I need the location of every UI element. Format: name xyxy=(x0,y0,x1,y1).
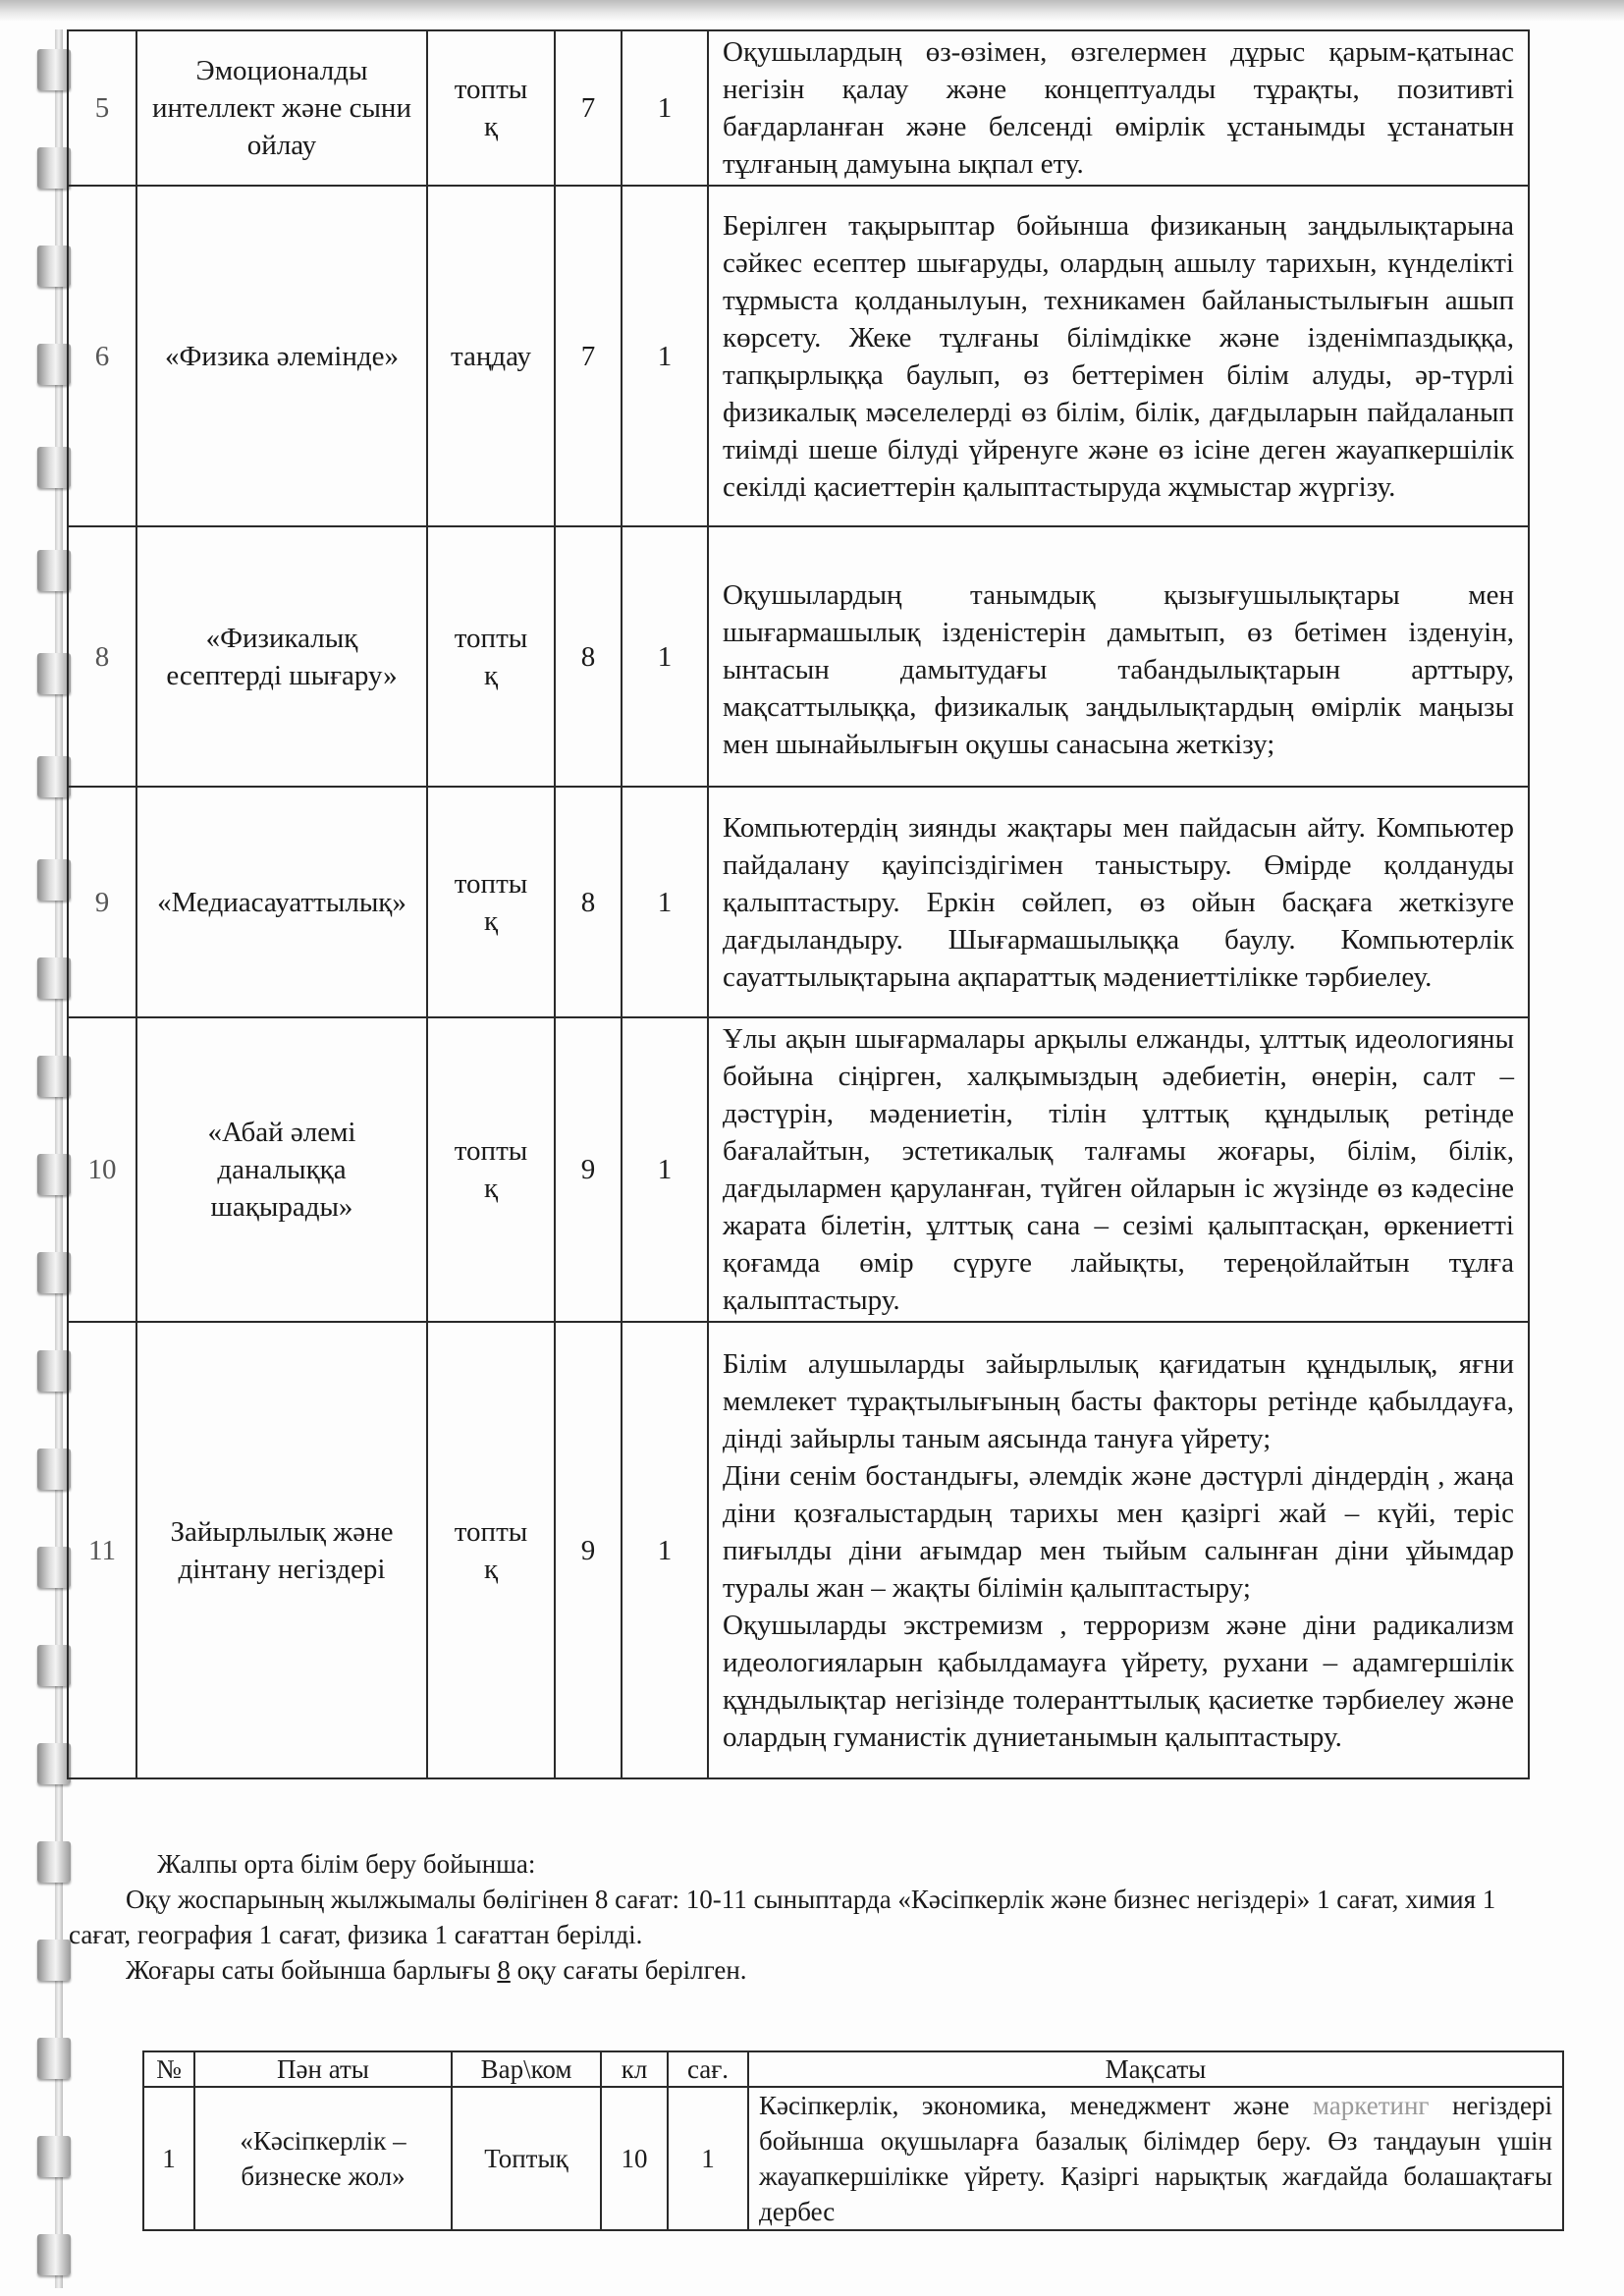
subject-name: «Абай әлемі даналыққа шақырады» xyxy=(136,1017,427,1322)
row-number: 6 xyxy=(68,186,136,526)
type-line: топты xyxy=(454,622,528,654)
type-line: қ xyxy=(483,904,499,937)
general-secondary-table xyxy=(142,2050,1564,2231)
grade: 10 xyxy=(601,2087,668,2230)
binding-ring-icon xyxy=(37,344,71,385)
row-number: 11 xyxy=(68,1322,136,1778)
goal-paragraph: Оқушыларды экстремизм , терроризм және діни радикализм идеологияларын қабылдамауға үйрету, рухани – адамгершілік құндылықтар негізінде толеранттылық қасиетке тәрбиелеу және олардың гуманистік дүниетанымын қалыптастыру. xyxy=(723,1609,1514,1753)
header-num: № xyxy=(143,2051,194,2087)
binding-ring-icon xyxy=(37,1940,71,1981)
binding-ring-icon xyxy=(37,1056,71,1097)
subject-name: Зайырлылық және дінтану негіздері xyxy=(136,1322,427,1778)
binding-ring-icon xyxy=(37,1350,71,1392)
subject-name: «Физика әлемінде» xyxy=(136,186,427,526)
grade: 7 xyxy=(555,30,622,186)
notes-section xyxy=(69,1846,1561,1988)
hours: 1 xyxy=(622,186,708,526)
hours: 1 xyxy=(622,30,708,186)
hours: 1 xyxy=(622,526,708,787)
subject-type xyxy=(427,30,555,186)
total-hours-value: 8 xyxy=(497,1955,511,1985)
hours: 1 xyxy=(622,1322,708,1778)
header-hours: сағ. xyxy=(668,2051,748,2087)
header-type: Вар\ком xyxy=(452,2051,601,2087)
subject-type: Топтық xyxy=(452,2087,601,2230)
goal-text xyxy=(708,1322,1529,1778)
goal-text: Берілген тақырыптар бойынша физиканың заңдылықтарына сәйкес есептер шығаруды, олардың ашылу тарихын, күнделікті тұрмыста қолданылуын, техникамен байланыстылығын ашып көрсету. Жеке тұлғаны білімдікке және ізденімпаздыққа, тапқырлыққа баулып, өз беттерімен білім алуды, әр-түрлі физикалық мәселелерді өз білім, білік, дағдыларын пайдаланып тиімді шеше білуді үйренуге және өз ісіне деген жауапкершілік секілді қасиеттерін қалыптастыруда жұмыстар жүргізу. xyxy=(708,186,1529,526)
type-line: топты xyxy=(454,74,528,105)
goal-text: Оқушылардың өз-өзімен, өзгелермен дұрыс қарым-қатынас негізін қалау және концептуалды тұрақты, позитивті бағдарланған және белсенді өмірлік ұстанымды ұстанатын тұлғаның дамуына ықпал ету. xyxy=(708,30,1529,186)
goal-text: Ұлы ақын шығармалары арқылы елжанды, ұлттық идеологияны бойына сіңірген, халқымыздың әдебиетін, өнерін, салт – дәстүрін, мәдениетін, тілін ұлттық құндылық ретінде бағалайтын, эстетикалық талғамы жоғары, білім, білік, дағдылармен қаруланған, түйген ойларын іс жүзінде өз кәдесіне жарата білетін, ұлттық сана – сезімі қалыптасқан, өркениетті қоғамда өмір сүруге лайықты, тереңойлайтын тұлға қалыптастыру. xyxy=(708,1017,1529,1322)
goal-paragraph: Діни сенім бостандығы, әлемдік және дәстүрлі діндердің , жаңа діни қозғалыстардың тарихы мен қазіргі жай – күйі, теріс пиғылды діни ағымдар мен тыйым салынған діни ұйымдар туралы жан – жақты білімін қалыптастыру; xyxy=(723,1459,1514,1604)
table-row xyxy=(68,30,1529,186)
binding-ring-icon xyxy=(37,147,71,189)
grade: 7 xyxy=(555,186,622,526)
row-number: 5 xyxy=(68,30,136,186)
subject-name: «Физикалық есептерді шығару» xyxy=(136,526,427,787)
binding-ring-icon xyxy=(37,1841,71,1883)
binding-ring-icon xyxy=(37,653,71,694)
type-line: топты xyxy=(454,1135,528,1167)
notes-paragraph: Оқу жоспарының жылжымалы бөлігінен 8 сағат: 10-11 сыныптарда «Кәсіпкерлік және бизнес негіздері» 1 сағат, химия 1 сағат, география 1 сағат, физика 1 сағаттан берілді. xyxy=(69,1885,1496,1949)
binding-ring-icon xyxy=(37,1743,71,1784)
table-header-row xyxy=(143,2051,1563,2087)
binding-ring-icon xyxy=(37,1645,71,1686)
binding-ring-icon xyxy=(37,49,71,90)
binding-ring-icon xyxy=(37,1154,71,1195)
table-row xyxy=(68,186,1529,526)
goal-segment: маркетинг xyxy=(1312,2091,1430,2120)
subject-name: «Кәсіпкерлік – бизнеске жол» xyxy=(194,2087,452,2230)
type-line: топты xyxy=(454,867,528,900)
goal-paragraph: Білім алушыларды зайырлылық қағидатын құндылық, яғни мемлекет тұрақтылығының басты факторы ретінде қабылдауға, дінді зайырлы таным аясында тануға үйрету; xyxy=(723,1347,1514,1454)
binding-ring-icon xyxy=(37,447,71,488)
hours: 1 xyxy=(622,787,708,1017)
table-row xyxy=(68,1322,1529,1778)
binding-ring-icon xyxy=(37,1252,71,1293)
subject-type xyxy=(427,787,555,1017)
summary-text: оқу сағаты берілген. xyxy=(510,1955,747,1985)
row-number: 1 xyxy=(143,2087,194,2230)
table-row xyxy=(68,1017,1529,1322)
header-name: Пән аты xyxy=(194,2051,452,2087)
binding-ring-icon xyxy=(37,1547,71,1588)
binding-ring-icon xyxy=(37,246,71,287)
goal-text: Компьютердің зиянды жақтары мен пайдасын айту. Компьютер пайдалану қауіпсіздігімен таныстыру. Өмірде қолдануды қалыптастыру. Еркін сөйлеп, өз ойын басқаға жеткізуге дағдыландыру. Шығармашылыққа баулу. Компьютерлік сауаттылықтарына ақпараттық мәдениеттілікке тәрбиелеу. xyxy=(708,787,1529,1017)
notes-summary xyxy=(69,1952,1561,1988)
binding-ring-icon xyxy=(37,957,71,999)
binding-ring-icon xyxy=(37,550,71,591)
subject-type xyxy=(427,1322,555,1778)
goal-segment: Кәсіпкерлік, экономика, менеджмент және xyxy=(759,2091,1313,2120)
binding-ring-icon xyxy=(37,756,71,797)
type-line: таңдау xyxy=(450,340,532,372)
row-number: 8 xyxy=(68,526,136,787)
grade: 9 xyxy=(555,1322,622,1778)
header-goal: Мақсаты xyxy=(748,2051,1563,2087)
binding-ring-icon xyxy=(37,2234,71,2275)
goal-text xyxy=(748,2087,1563,2230)
table-row xyxy=(68,526,1529,787)
table-row xyxy=(143,2087,1563,2230)
row-number: 10 xyxy=(68,1017,136,1322)
notes-title: Жалпы орта білім беру бойынша: xyxy=(157,1849,536,1879)
subject-name: Эмоционалды интеллект және сыни ойлау xyxy=(136,30,427,186)
type-line: қ xyxy=(483,1173,499,1204)
binding-ring-icon xyxy=(37,2038,71,2079)
table-row xyxy=(68,787,1529,1017)
binding-ring-icon xyxy=(37,1449,71,1490)
type-line: қ xyxy=(483,111,499,142)
scan-top-shadow xyxy=(0,0,1624,22)
binding-ring-icon xyxy=(37,859,71,901)
type-line: қ xyxy=(483,1553,499,1585)
subject-type xyxy=(427,186,555,526)
goal-text: Оқушылардың танымдық қызығушылықтары мен шығармашылық ізденістерін дамытып, өз бетімен ізденуін, ынтасын дамытудағы табандылықтарын арттыру, мақсаттылыққа, физикалық заңдылықтардың өмірлік маңызы мен шынайылығын оқушы санасына жеткізу; xyxy=(708,526,1529,787)
subject-type xyxy=(427,526,555,787)
row-number: 9 xyxy=(68,787,136,1017)
electives-table xyxy=(67,29,1530,1779)
binding-ring-icon xyxy=(37,2136,71,2177)
grade: 9 xyxy=(555,1017,622,1322)
subject-name: «Медиасауаттылық» xyxy=(136,787,427,1017)
type-line: қ xyxy=(483,659,499,691)
grade: 8 xyxy=(555,787,622,1017)
type-line: топты xyxy=(454,1515,528,1548)
summary-text: Жоғары саты бойынша барлығы xyxy=(126,1955,498,1985)
header-grade: кл xyxy=(601,2051,668,2087)
hours: 1 xyxy=(668,2087,748,2230)
hours: 1 xyxy=(622,1017,708,1322)
subject-type xyxy=(427,1017,555,1322)
goal-segment: негіздері бойынша оқушыларға базалық білімдер беру. Өз таңдауын үшін жауапкершілікке үйрету. Қазіргі нарықтық жағдайда болашақтағы дербес xyxy=(759,2091,1552,2226)
grade: 8 xyxy=(555,526,622,787)
